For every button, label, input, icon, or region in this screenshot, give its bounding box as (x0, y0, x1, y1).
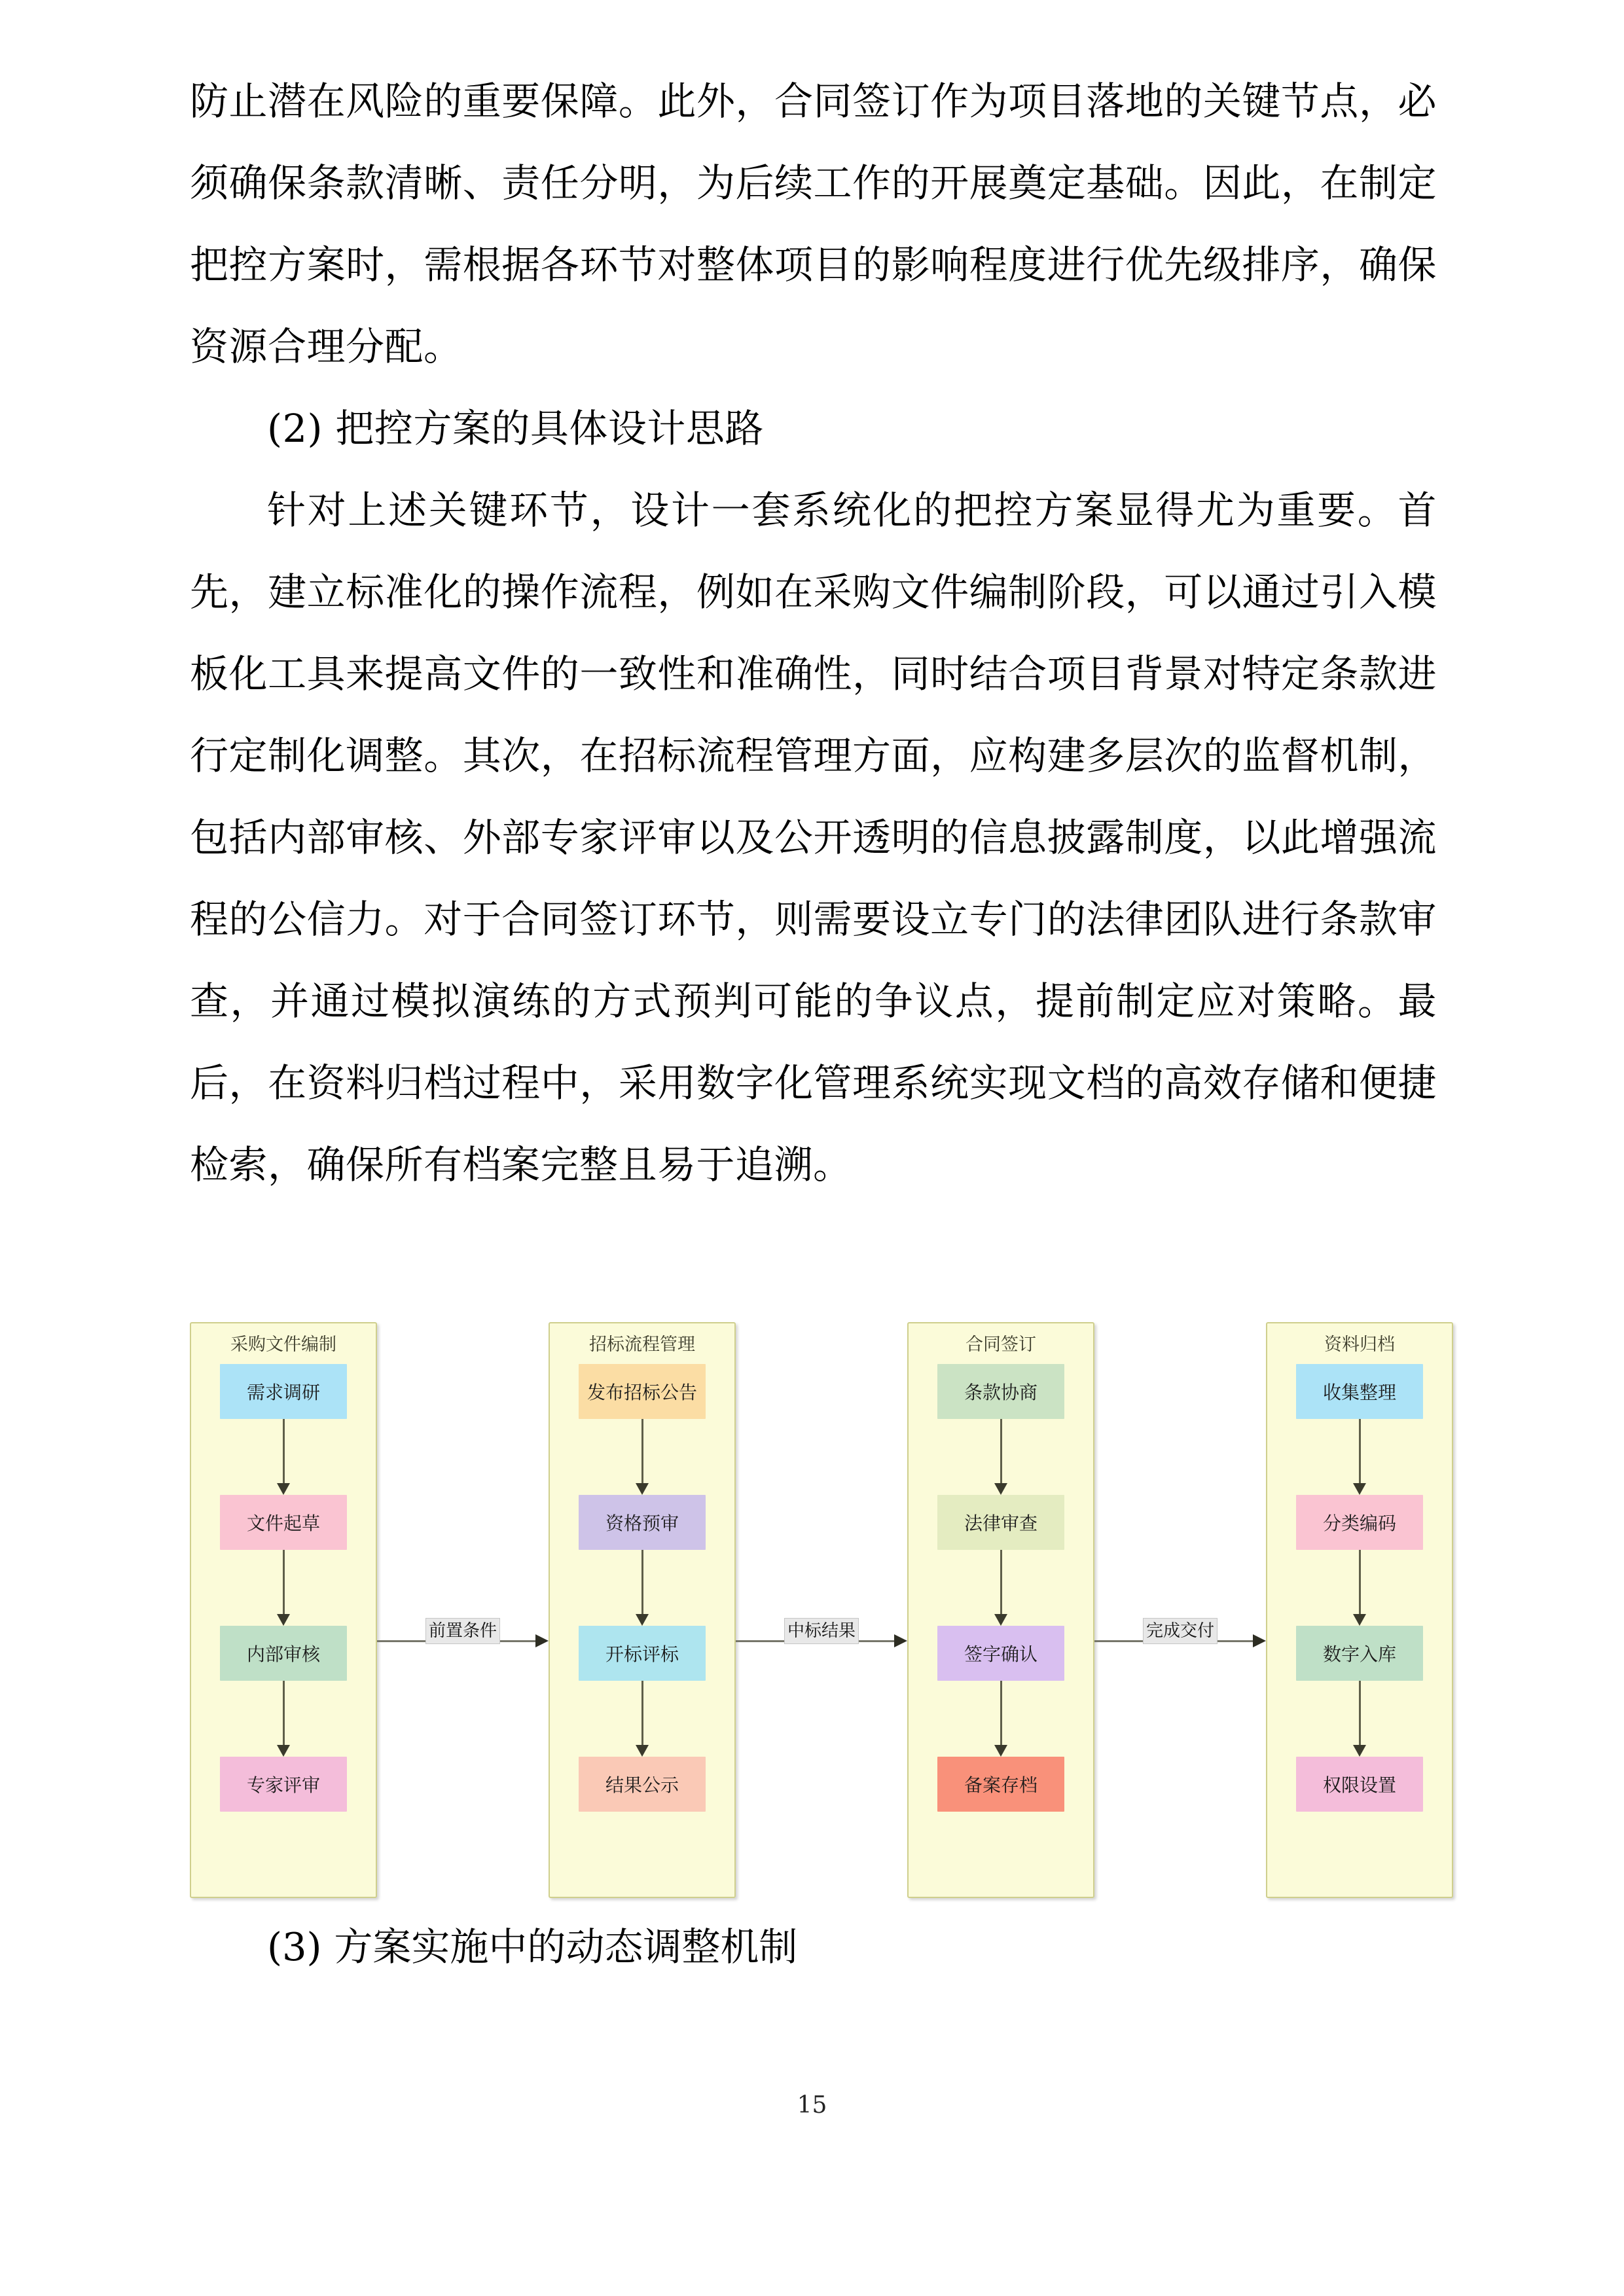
node-stack (1267, 1364, 1452, 1897)
arrow-down (579, 1419, 706, 1495)
page-number: 15 (797, 2092, 827, 2119)
arrow-down (220, 1419, 347, 1495)
connector-label: 前置条件 (425, 1618, 500, 1644)
arrow-down (1296, 1419, 1423, 1495)
node-publish-bid-notice[interactable]: 发布招标公告 (579, 1364, 706, 1419)
node-internal-review[interactable]: 内部审核 (220, 1626, 347, 1681)
connector-arrowhead-icon (1253, 1634, 1266, 1647)
arrow-down (1296, 1550, 1423, 1626)
swimlane-bidding-process (549, 1322, 736, 1898)
connector-label: 完成交付 (1143, 1618, 1218, 1644)
node-digital-storage[interactable]: 数字入库 (1296, 1626, 1423, 1681)
swimlane-data-archiving (1266, 1322, 1453, 1898)
swimlane-procurement-doc (190, 1322, 377, 1898)
arrow-down (937, 1419, 1064, 1495)
node-terms-negotiation[interactable]: 条款协商 (937, 1364, 1064, 1419)
arrow-down (937, 1550, 1064, 1626)
node-result-announcement[interactable]: 结果公示 (579, 1757, 706, 1812)
flowchart-row (190, 1322, 1453, 1898)
node-stack (191, 1364, 376, 1897)
paragraph-3: 针对上述关键环节，设计一套系统化的把控方案显得尤为重要。首先，建立标准化的操作流程，例如在采购文件编制阶段，可以通过引入模板化工具来提高文件的一致性和准确性，同时结合项目背景对特定条款进行定制化调整。其次，在招标流程管理方面，应构建多层次的监督机制，包括内部审核、外部专家评审以及公开透明的信息披露制度，以此增强流程的公信力。对于合同签订环节，则需要设立专门的法律团队进行条款审查，并通过模拟演练的方式预判可能的争议点，提前制定应对策略。最后，在资料归档过程中，采用数字化管理系统实现文档的高效存储和便捷检索，确保所有档案完整且易于追溯。 (190, 488, 1437, 1187)
arrow-down (937, 1681, 1064, 1757)
node-filing-archive[interactable]: 备案存档 (937, 1757, 1064, 1812)
swimlane-contract-signing (907, 1322, 1094, 1898)
node-stack (550, 1364, 734, 1897)
swimlane-title: 资料归档 (1324, 1335, 1395, 1355)
paragraph-1: 防止潜在风险的重要保障。此外，合同签订作为项目落地的关键节点，必须确保条款清晰、责任分明，为后续工作的开展奠定基础。因此，在制定把控方案时，需根据各环节对整体项目的影响程度进行优先级排序，确保资源合理分配。 (190, 79, 1437, 369)
document-body (190, 60, 1437, 1206)
node-permission-settings[interactable]: 权限设置 (1296, 1757, 1423, 1812)
node-collect-organize[interactable]: 收集整理 (1296, 1364, 1423, 1419)
node-classification-coding[interactable]: 分类编码 (1296, 1495, 1423, 1550)
arrow-down (579, 1550, 706, 1626)
node-prequalification[interactable]: 资格预审 (579, 1495, 706, 1550)
swimlane-title: 招标流程管理 (589, 1335, 695, 1355)
swimlane-title: 合同签订 (965, 1335, 1036, 1355)
node-stack (909, 1364, 1093, 1897)
node-signature-confirmation[interactable]: 签字确认 (937, 1626, 1064, 1681)
arrow-down (579, 1681, 706, 1757)
node-requirement-survey[interactable]: 需求调研 (220, 1364, 347, 1419)
node-expert-review[interactable]: 专家评审 (220, 1757, 347, 1812)
connector-bid-result (736, 1322, 907, 1898)
node-document-drafting[interactable]: 文件起草 (220, 1495, 347, 1550)
connector-precondition (377, 1322, 549, 1898)
arrow-down (220, 1550, 347, 1626)
connector-label: 中标结果 (784, 1618, 859, 1644)
figure-caption: (3) 方案实施中的动态调整机制 (267, 1924, 798, 1969)
arrow-down (220, 1681, 347, 1757)
process-flowchart (190, 1322, 1453, 1898)
connector-delivery-complete (1094, 1322, 1266, 1898)
node-legal-review[interactable]: 法律审查 (937, 1495, 1064, 1550)
connector-arrowhead-icon (535, 1634, 549, 1647)
node-bid-opening-evaluation[interactable]: 开标评标 (579, 1626, 706, 1681)
connector-arrowhead-icon (894, 1634, 907, 1647)
arrow-down (1296, 1681, 1423, 1757)
swimlane-title: 采购文件编制 (230, 1335, 336, 1355)
heading-2: (2) 把控方案的具体设计思路 (267, 406, 764, 451)
